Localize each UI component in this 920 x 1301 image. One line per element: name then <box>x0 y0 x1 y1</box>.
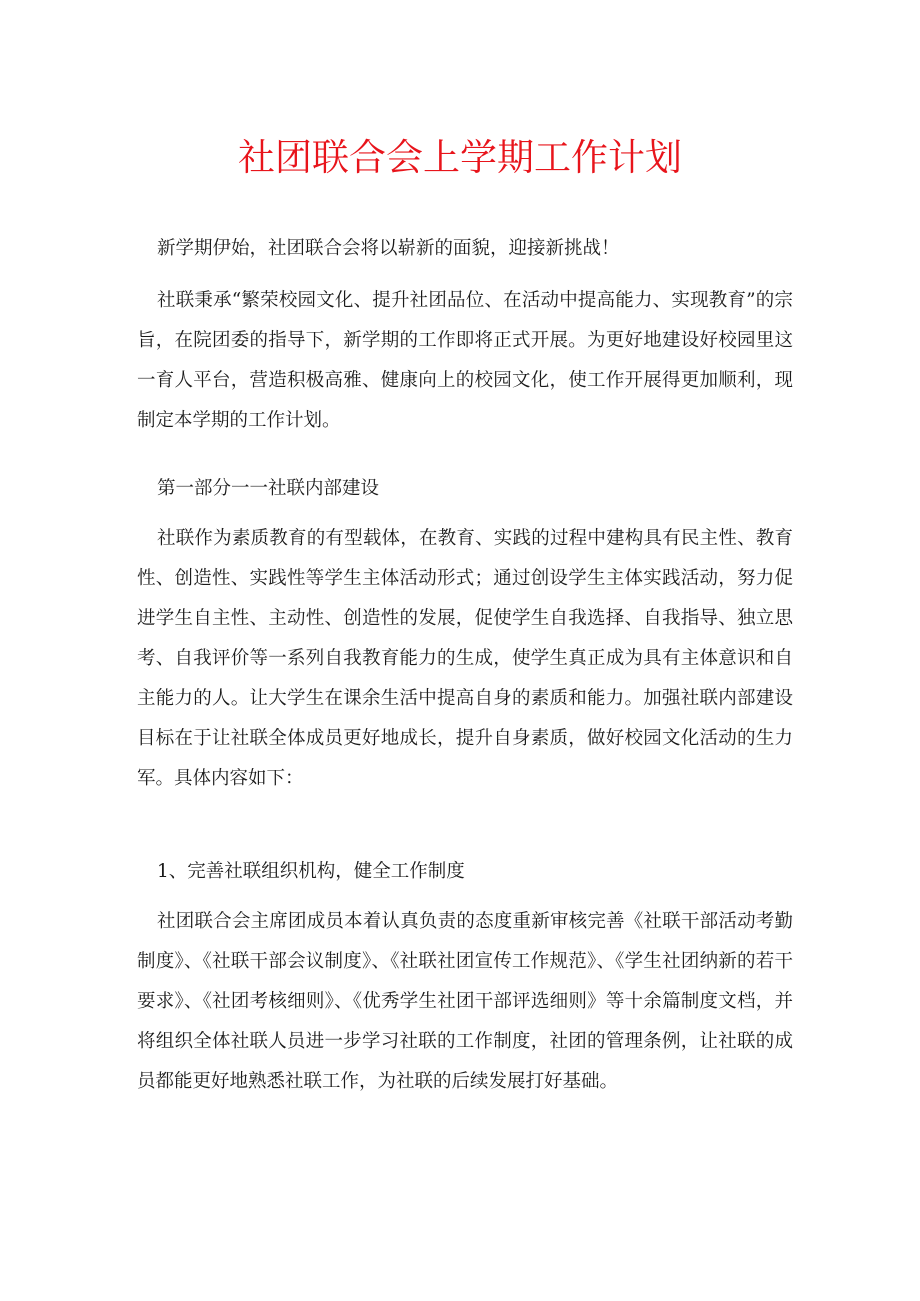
paragraph-internal-construction: 社联作为素质教育的有型载体，在教育、实践的过程中建构具有民主性、教育性、创造性、实践性等学生主体活动形式；通过创设学生主体实践活动，努力促进学生自主性、主动性、创造性的发展，促使学生自我选择、自我指导、独立思考、自我评价等一系列自我教育能力的生成，使学生真正成为具有主体意识和自主能力的人。让大学生在课余生活中提高自身的素质和能力。加强社联内部建设目标在于让社联全体成员更好地成长，提升自身素质，做好校园文化活动的生力军。具体内容如下： <box>137 528 793 789</box>
paragraph-purpose: 社联秉承“繁荣校园文化、提升社团品位、在活动中提高能力、实现教育”的宗旨，在院团委的指导下，新学期的工作即将正式开展。为更好地建设好校园里这一育人平台，营造积极高雅、健康向上的校园文化，使工作开展得更加顺利，现制定本学期的工作计划。 <box>137 290 793 431</box>
section-heading-part-one: 第一部分一一社联内部建设 <box>157 478 380 499</box>
subheading-organization: 1、完善社联组织机构，健全工作制度 <box>157 861 465 882</box>
paragraph-regulations: 社团联合会主席团成员本着认真负责的态度重新审核完善《社联干部活动考勤制度》、《社联干部会议制度》、《社联社团宣传工作规范》、《学生社团纳新的若干要求》、《社团考核细则》、《优秀学生社团干部评选细则》等十余篇制度文档，并将组织全体社联人员进一步学习社联的工作制度，社团的管理条例，让社联的成员都能更好地熟悉社联工作，为社联的后续发展打好基础。 <box>137 911 793 1092</box>
document-title: 社团联合会上学期工作计划 <box>238 136 682 179</box>
paragraph-intro: 新学期伊始，社团联合会将以崭新的面貌，迎接新挑战！ <box>157 238 620 259</box>
